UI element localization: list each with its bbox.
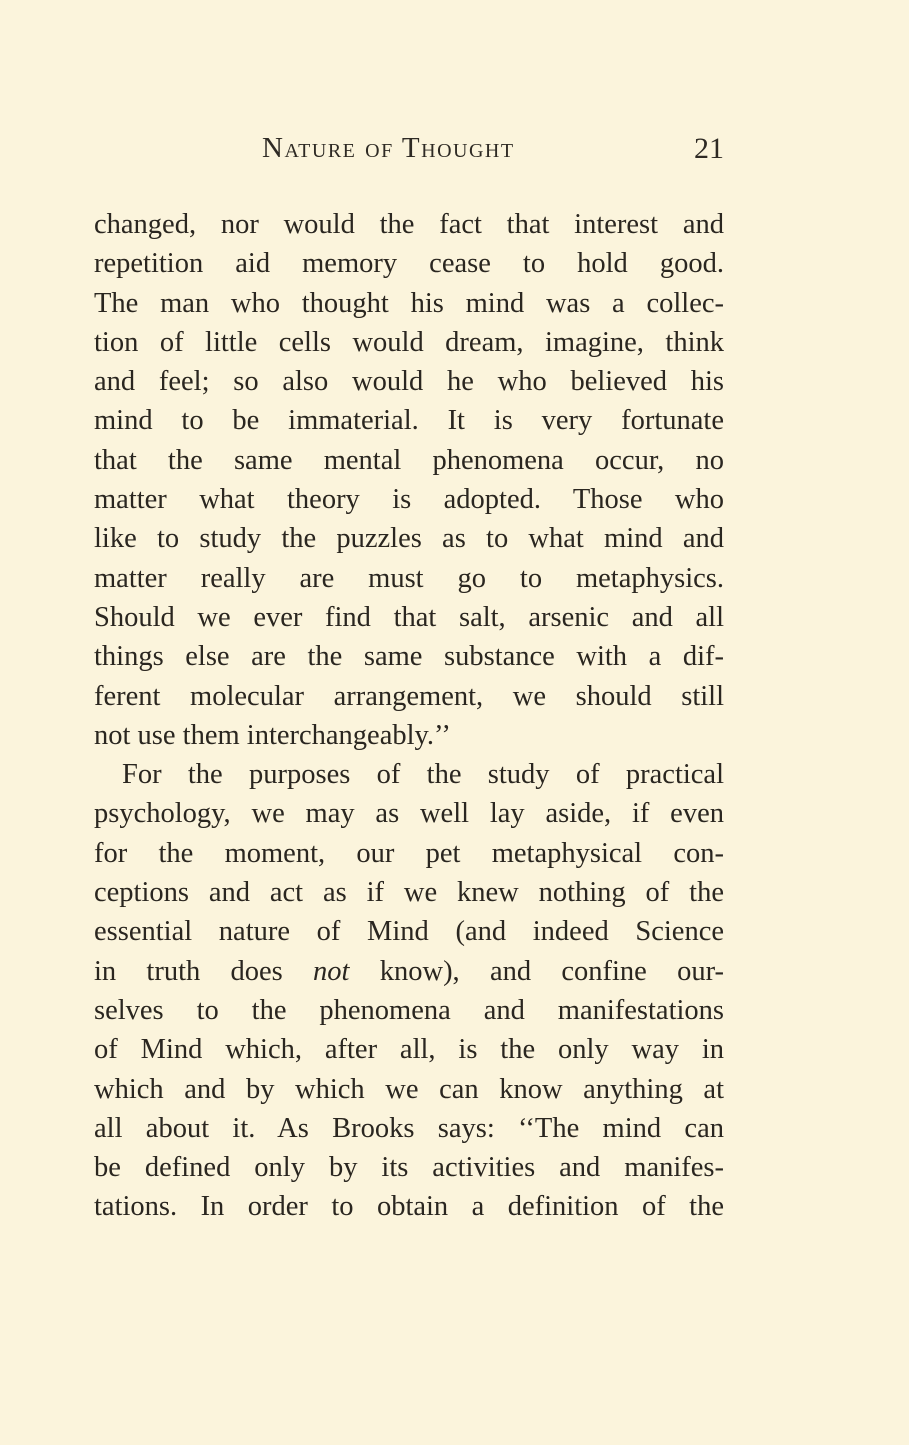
text-line: The man who thought his mind was a collec- <box>94 287 724 319</box>
page-number: 21 <box>694 132 724 165</box>
text-fragment: in truth does <box>94 955 314 987</box>
text-line: matter really are must go to metaphysics. <box>94 562 724 594</box>
body-text <box>94 205 724 1227</box>
text-line: which and by which we can know anything at <box>94 1073 724 1105</box>
text-line: and feel; so also would he who believed his <box>94 366 724 398</box>
text-fragment: know), and confine our- <box>349 955 724 987</box>
paragraph-1 <box>94 205 724 755</box>
text-line: For the purposes of the study of practical <box>122 759 724 791</box>
running-title: Nature of Thought <box>262 132 515 164</box>
italic-emphasis: not <box>313 955 350 987</box>
text-line: Should we ever find that salt, arsenic and all <box>94 601 724 633</box>
text-line <box>94 952 724 991</box>
text-line: tion of little cells would dream, imagine, think <box>94 326 724 358</box>
text-line: mind to be immaterial. It is very fortunate <box>94 405 724 437</box>
running-head <box>262 132 724 172</box>
text-line: ferent molecular arrangement, we should still <box>94 680 724 712</box>
text-line: changed, nor would the fact that interest and <box>94 209 724 240</box>
text-line: selves to the phenomena and manifestations <box>94 994 724 1026</box>
text-line: things else are the same substance with a dif- <box>94 641 724 673</box>
text-line: be defined only by its activities and manifes- <box>94 1152 724 1184</box>
text-line: essential nature of Mind (and indeed Science <box>94 916 724 948</box>
text-line: that the same mental phenomena occur, no <box>94 444 724 476</box>
paragraph-2 <box>94 755 724 1227</box>
text-line: tations. In order to obtain a definition of the <box>94 1191 724 1223</box>
text-line: matter what theory is adopted. Those who <box>94 484 724 516</box>
text-line: for the moment, our pet metaphysical con- <box>94 837 724 869</box>
text-line: not use them interchangeably.’’ <box>94 719 451 751</box>
text-line: all about it. As Brooks says: ‘‘The mind can <box>94 1112 724 1144</box>
text-line: psychology, we may as well lay aside, if even <box>94 798 724 830</box>
text-line: like to study the puzzles as to what mind and <box>94 523 724 555</box>
text-line: of Mind which, after all, is the only way in <box>94 1034 724 1066</box>
text-line: ceptions and act as if we knew nothing of the <box>94 877 724 909</box>
text-line: repetition aid memory cease to hold good. <box>94 248 724 280</box>
